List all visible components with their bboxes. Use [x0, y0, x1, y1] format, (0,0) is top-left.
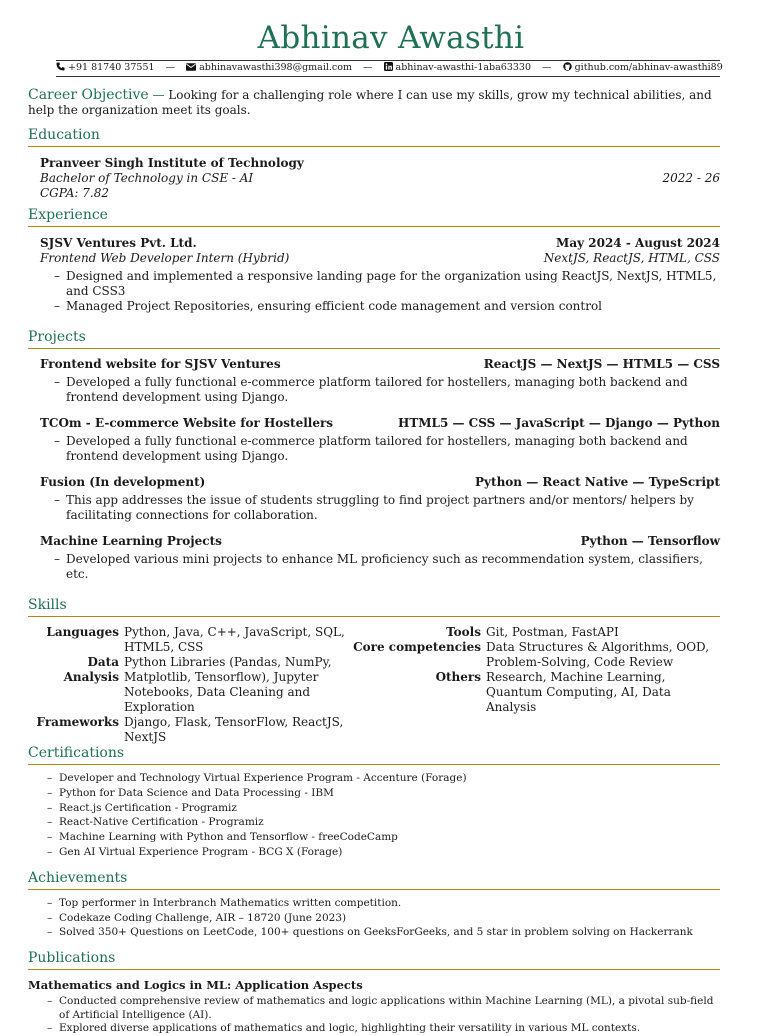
- github-link[interactable]: github.com/abhinav-awasthi89: [574, 62, 723, 73]
- list-item: – Machine Learning with Python and Tensorflow - freeCodeCamp: [47, 830, 720, 845]
- project-tech: HTML5 — CSS — JavaScript — Django — Python: [397, 416, 720, 430]
- email-icon: [186, 62, 199, 73]
- objective-heading: Career Objective: [28, 87, 149, 103]
- projects-section: [28, 328, 720, 582]
- education-degree: Bachelor of Technology in CSE - AI: [40, 171, 254, 185]
- skill-label: Others: [435, 670, 481, 684]
- skills-right-column: [350, 625, 720, 745]
- list-item: – Managed Project Repositories, ensuring efficient code management and version control: [54, 299, 720, 314]
- list-item: – This app addresses the issue of students struggling to find project partners and/or mentors/ helpers by facilitating connections for collaboration.: [54, 493, 720, 523]
- list-item: – Conducted comprehensive review of mathematics and logic applications within Machine Learning (ML), a pivotal sub-field of Artificial Intelligence (AI).: [47, 995, 720, 1022]
- section-title-certifications: Certifications: [28, 744, 720, 765]
- skill-label: Core competencies: [353, 640, 481, 654]
- list-item: – React.js Certification - Programiz: [47, 801, 720, 816]
- skill-label: Tools: [446, 625, 481, 639]
- skill-value: Data Structures & Algorithms, OOD, Problem-Solving, Code Review: [486, 640, 710, 669]
- section-title-experience: Experience: [28, 206, 720, 227]
- section-title-achievements: Achievements: [28, 869, 720, 890]
- list-item: – React-Native Certification - Programiz: [47, 815, 720, 830]
- list-item: – Developed various mini projects to enhance ML proficiency such as recommendation system, classifiers, etc.: [54, 552, 720, 582]
- list-item: – Explored diverse applications of mathematics and logic, highlighting their versatility in various ML contexts.: [47, 1022, 720, 1036]
- candidate-name: Abhinav Awasthi: [257, 20, 525, 56]
- career-objective: [28, 88, 720, 118]
- list-item: – Developed a fully functional e-commerce platform tailored for hostellers, managing both backend and frontend development using Django.: [54, 375, 720, 405]
- list-item: – Developer and Technology Virtual Experience Program - Accenture (Forage): [47, 771, 720, 786]
- separator: —: [542, 62, 552, 73]
- separator: —: [363, 62, 373, 73]
- contact-bar: [56, 60, 723, 77]
- project-item: [28, 416, 720, 464]
- skills-section: [28, 596, 720, 745]
- list-item: – Solved 350+ Questions on LeetCode, 100+ questions on GeeksForGeeks, and 5 star in problem solving on Hackerrank: [47, 925, 720, 940]
- education-institution: Pranveer Singh Institute of Technology: [40, 156, 304, 170]
- education-section: [28, 126, 720, 201]
- publication-title: Mathematics and Logics in ML: Application Aspects: [28, 978, 363, 993]
- section-title-publications: Publications: [28, 949, 720, 970]
- project-name: Frontend website for SJSV Ventures: [40, 357, 281, 371]
- list-item: – Top performer in Interbranch Mathematics written competition.: [47, 896, 720, 911]
- project-name: TCOm - E-commerce Website for Hostellers: [40, 416, 334, 430]
- skill-label: Frameworks: [36, 715, 119, 729]
- experience-role: Frontend Web Developer Intern (Hybrid): [40, 251, 290, 265]
- section-title-education: Education: [28, 126, 720, 147]
- project-tech: Python — Tensorflow: [580, 534, 720, 548]
- separator: —: [165, 62, 176, 73]
- project-item: [28, 475, 720, 523]
- skill-label: Data Analysis: [63, 655, 119, 684]
- project-item: [28, 357, 720, 405]
- list-item: – Python for Data Science and Data Processing - IBM: [47, 786, 720, 801]
- experience-section: [28, 206, 720, 314]
- section-title-projects: Projects: [28, 328, 720, 349]
- linkedin-link[interactable]: abhinav-awasthi-1aba63330: [395, 62, 532, 73]
- phone-icon: [56, 62, 68, 73]
- project-tech: Python — React Native — TypeScript: [475, 475, 720, 489]
- section-title-skills: Skills: [28, 596, 720, 617]
- objective-dash: —: [152, 88, 165, 102]
- skill-value: Git, Postman, FastAPI: [486, 625, 619, 639]
- resume-page: [28, 18, 723, 1036]
- experience-stack: NextJS, ReactJS, HTML, CSS: [543, 251, 720, 265]
- skills-left-column: [28, 625, 350, 745]
- linkedin-icon: [384, 62, 396, 73]
- list-item: – Codekaze Coding Challenge, AIR – 18720 (June 2023): [47, 911, 720, 926]
- skill-value: Python, Java, C++, JavaScript, SQL, HTML5, CSS: [124, 625, 345, 654]
- project-item: [28, 534, 720, 582]
- skill-label: Languages: [46, 625, 119, 639]
- project-tech: ReactJS — NextJS — HTML5 — CSS: [483, 357, 720, 371]
- phone-number[interactable]: +91 81740 37551: [68, 62, 155, 73]
- objective-text: Looking for a challenging role where I can use my skills, grow my technical abilities, and help the organization meet its goals.: [28, 88, 712, 117]
- education-cgpa: CGPA: 7.82: [40, 186, 109, 200]
- list-item: – Developed a fully functional e-commerce platform tailored for hostellers, managing both backend and frontend development using Django.: [54, 434, 720, 464]
- achievements-section: [28, 869, 720, 940]
- list-item: – Gen AI Virtual Experience Program - BCG X (Forage): [47, 845, 720, 860]
- skill-value: Python Libraries (Pandas, NumPy, Matplotlib, Tensorflow), Jupyter Notebooks, Data Cleaning and Exploration: [124, 655, 332, 714]
- project-name: Fusion (In development): [40, 475, 206, 489]
- skill-value: Django, Flask, TensorFlow, ReactJS, NextJS: [124, 715, 344, 744]
- skill-value: Research, Machine Learning, Quantum Computing, AI, Data Analysis: [486, 670, 671, 714]
- experience-company: SJSV Ventures Pvt. Ltd.: [40, 236, 197, 250]
- certifications-section: [28, 744, 720, 860]
- project-name: Machine Learning Projects: [40, 534, 222, 548]
- list-item: – Designed and implemented a responsive landing page for the organization using ReactJS, NextJS, HTML5, and CSS3: [54, 269, 720, 299]
- github-icon: [563, 62, 575, 73]
- email-link[interactable]: abhinavawasthi398@gmail.com: [199, 62, 352, 73]
- experience-dates: May 2024 - August 2024: [556, 236, 720, 250]
- education-years: 2022 - 26: [662, 171, 720, 185]
- publications-section: [28, 949, 720, 1036]
